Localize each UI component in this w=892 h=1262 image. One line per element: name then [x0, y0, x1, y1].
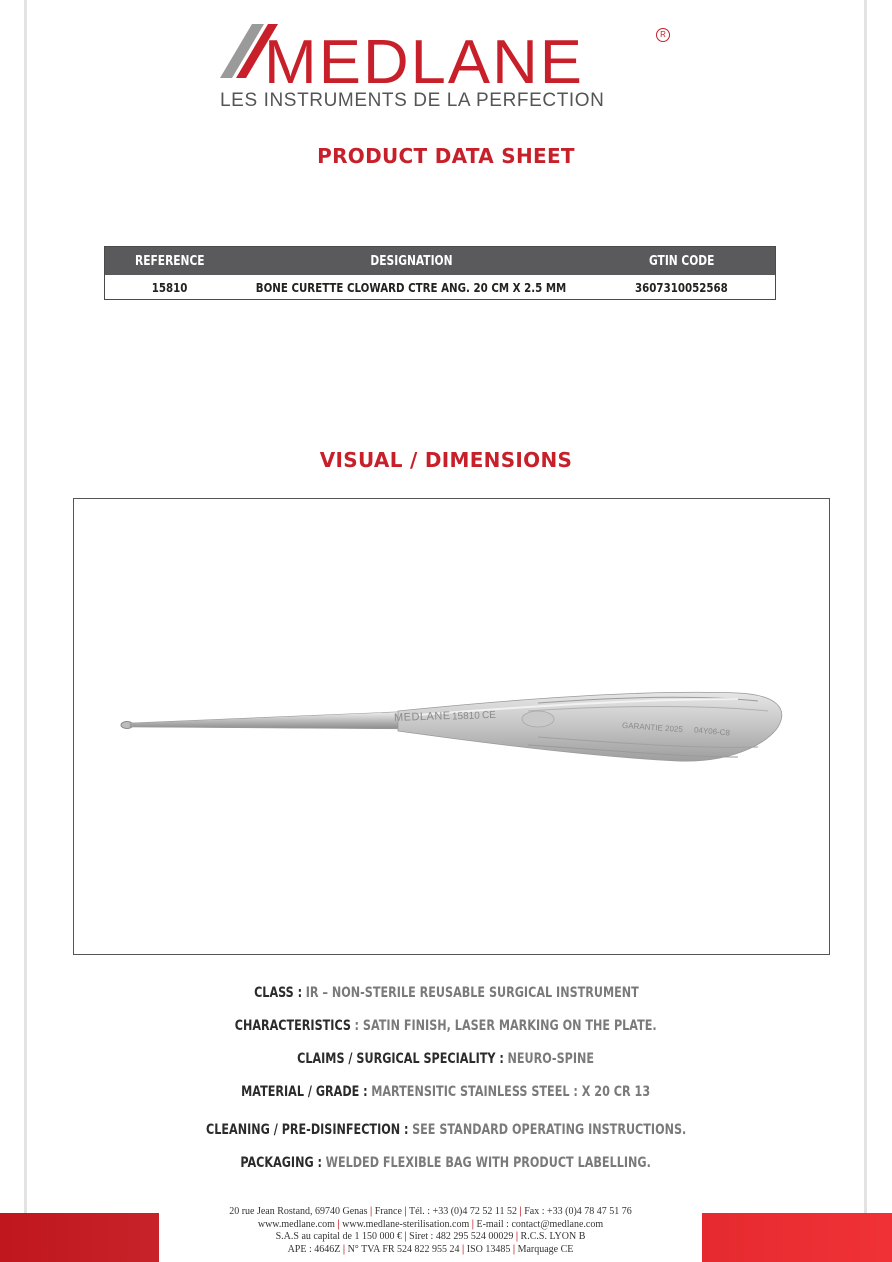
header-designation: DESIGNATION	[370, 253, 453, 269]
footer-website-sterilisation[interactable]: www.medlane-sterilisation.com	[342, 1218, 470, 1230]
medlane-logo	[218, 20, 678, 120]
footer-rcs: R.C.S. LYON B	[520, 1231, 586, 1242]
spec-characteristics-value: : SATIN FINISH, LASER MARKING ON THE PLATE.	[354, 1018, 657, 1034]
footer-iso: ISO 13485	[466, 1243, 511, 1255]
engraving-reference: 15810	[451, 710, 480, 723]
footer-ce-marking: Marquage CE	[517, 1243, 574, 1255]
engraving-brand: MEDLANE	[393, 710, 451, 724]
table-header-row	[105, 247, 775, 275]
spec-material-label: MATERIAL / GRADE :	[241, 1084, 369, 1100]
spec-material-value: MARTENSITIC STAINLESS STEEL : X 20 CR 13	[371, 1084, 651, 1100]
spec-claims-value: NEURO-SPINE	[507, 1051, 595, 1067]
spec-class	[0, 985, 892, 1001]
spec-claims	[0, 1051, 892, 1067]
registered-mark: R	[656, 28, 670, 42]
logo-tagline: LES INSTRUMENTS DE LA PERFECTION	[220, 90, 605, 111]
cell-gtin-code: 3607310052568	[635, 279, 728, 295]
spec-material	[0, 1084, 892, 1100]
footer-web-line: www.medlane.com | www.medlane-sterilisation.com | E-mail : contact@medlane.com	[257, 1218, 604, 1230]
cell-designation: BONE CURETTE CLOWARD CTRE ANG. 20 CM X 2.5 MM	[255, 279, 567, 295]
cell-reference: 15810	[151, 279, 188, 295]
header-gtin-code: GTIN CODE	[648, 253, 715, 269]
footer-capital: S.A.S au capital de 1 150 000 €	[275, 1231, 402, 1242]
footer-legal-line: S.A.S au capital de 1 150 000 € | Siret : 482 295 524 00029 | R.C.S. LYON B	[275, 1231, 586, 1242]
spec-packaging-label: PACKAGING :	[240, 1155, 323, 1171]
footer-email[interactable]: E-mail : contact@medlane.com	[476, 1218, 604, 1230]
footer-website[interactable]: www.medlane.com	[257, 1218, 335, 1230]
spec-characteristics-label: CHARACTERISTICS	[235, 1018, 352, 1034]
footer-country: France	[374, 1206, 402, 1217]
product-visual-box	[73, 498, 830, 955]
engraving-warranty: GARANTIE 2025	[621, 720, 684, 735]
engraving-ce-mark: CE	[481, 709, 497, 722]
spec-packaging	[0, 1155, 892, 1171]
spec-class-label: CLASS :	[253, 985, 302, 1001]
table-row	[105, 275, 775, 299]
footer-vat: N° TVA FR 524 822 955 24	[347, 1243, 460, 1255]
spec-claims-label: CLAIMS / SURGICAL SPECIALITY :	[297, 1051, 505, 1067]
bone-curette-image	[118, 687, 788, 777]
spec-cleaning	[0, 1122, 892, 1138]
footer-ape: APE : 4646Z	[287, 1243, 341, 1255]
visual-dimensions-title: VISUAL / DIMENSIONS	[319, 448, 573, 472]
product-reference-table	[104, 246, 776, 300]
engraving-code: 04Y06-C8	[693, 725, 731, 738]
footer-red-bar-left	[0, 1213, 159, 1262]
spec-cleaning-label: CLEANING / PRE-DISINFECTION :	[205, 1122, 409, 1138]
footer-siret: Siret : 482 295 524 00029	[409, 1231, 514, 1242]
spec-packaging-value: WELDED FLEXIBLE BAG WITH PRODUCT LABELLING.	[326, 1155, 652, 1171]
spec-characteristics	[0, 1018, 892, 1034]
footer-phone: Tél. : +33 (0)4 72 52 11 52	[408, 1206, 518, 1217]
page-border-left	[24, 0, 27, 1262]
spec-cleaning-value: SEE STANDARD OPERATING INSTRUCTIONS.	[411, 1122, 687, 1138]
footer-registration-line: APE : 4646Z | N° TVA FR 524 822 955 24 | ISO 13485 | Marquage CE	[287, 1243, 574, 1255]
spec-class-value: IR – NON-STERILE REUSABLE SURGICAL INSTRUMENT	[305, 985, 639, 1001]
footer-red-bar-right	[702, 1213, 892, 1262]
footer-fax: Fax : +33 (0)4 78 47 51 76	[524, 1206, 632, 1217]
logo-wordmark: MEDLANE	[264, 28, 585, 97]
header-reference: REFERENCE	[135, 253, 205, 269]
footer-address: 20 rue Jean Rostand, 69740 Genas	[229, 1206, 368, 1217]
company-footer	[159, 1206, 702, 1256]
footer-address-line: 20 rue Jean Rostand, 69740 Genas | France | Tél. : +33 (0)4 72 52 11 52 | Fax : +33 (0)4 78 47 51 76	[229, 1206, 632, 1217]
product-data-sheet-title: PRODUCT DATA SHEET	[317, 144, 575, 168]
page-border-right	[864, 0, 867, 1262]
